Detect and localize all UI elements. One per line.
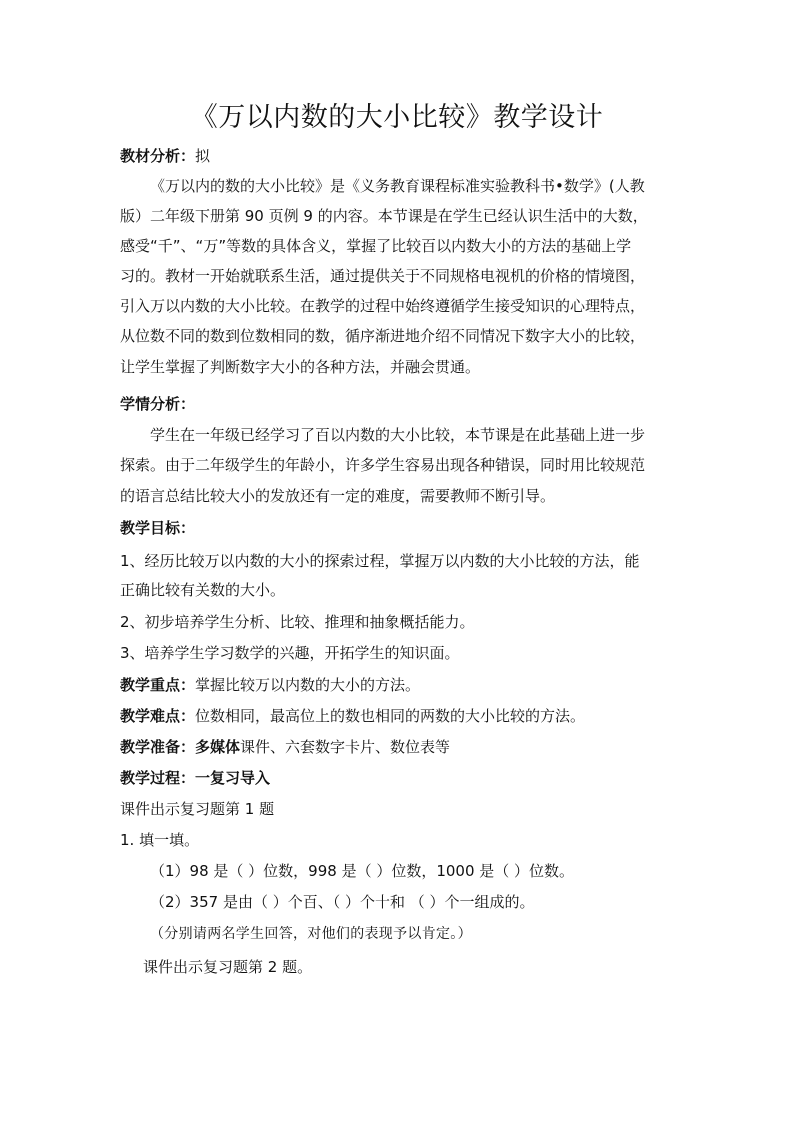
process-heading-line [120, 768, 680, 788]
students-heading: 学情分析： [120, 395, 196, 413]
process-line-2: 1. 填一填。 [120, 831, 200, 849]
analysis-heading: 教材分析： [120, 147, 196, 165]
analysis-line-7: 让学生掌握了判断数字大小的各种方法，并融会贯通。 [120, 358, 481, 376]
students-line-3: 的语言总结比较大小的发放还有一定的难度，需要教师不断引导。 [120, 487, 556, 505]
process-line-3: （1）98 是（ ）位数，998 是（ ）位数，1000 是（ ）位数。 [150, 862, 575, 880]
difficulty-text: 位数相同，最高位上的数也相同的两数的大小比较的方法。 [195, 707, 586, 725]
analysis-line-2: 版）二年级下册第 90 页例 9 的内容。本节课是在学生已经认识生活中的大数， [120, 207, 648, 225]
difficulty-line [120, 706, 680, 726]
process-line-1: 课件出示复习题第 1 题 [120, 800, 275, 818]
prep-text: 课件、六套数字卡片、数位表等 [240, 738, 451, 756]
key-point-heading: 教学重点： [120, 676, 196, 694]
process-line-4: （2）357 是由（ ）个百、（ ）个十和 （ ）个一组成的。 [150, 893, 535, 911]
analysis-line-1: 《万以内的数的大小比较》是《义务教育课程标准实验教科书•数学》(人教 [150, 177, 645, 195]
process-sub: 一复习导入 [195, 769, 271, 787]
goals-heading: 教学目标： [120, 519, 196, 537]
key-point-line [120, 675, 680, 695]
goals-line-2: 正确比较有关数的大小。 [120, 581, 286, 599]
goals-line-3: 2、初步培养学生分析、比较、推理和抽象概括能力。 [120, 613, 475, 631]
goals-line-4: 3、培养学生学习数学的兴趣，开拓学生的知识面。 [120, 644, 460, 662]
document-title: 《万以内数的大小比较》教学设计 [190, 102, 604, 133]
process-heading: 教学过程： [120, 769, 196, 787]
prep-line [120, 737, 680, 757]
prep-heading: 教学准备： [120, 738, 196, 756]
analysis-line-3: 感受“千”、“万”等数的具体含义，掌握了比较百以内数大小的方法的基础上学 [120, 237, 632, 255]
goals-line-1: 1、经历比较万以内数的大小的探索过程，掌握万以内数的大小比较的方法，能 [120, 552, 640, 570]
process-line-6: 课件出示复习题第 2 题。 [143, 958, 313, 976]
analysis-heading-line [120, 146, 680, 166]
students-line-1: 学生在一年级已经学习了百以内数的大小比较，本节课是在此基础上进一步 [150, 426, 646, 444]
analysis-suffix: 拟 [195, 147, 211, 165]
analysis-line-4: 习的。教材一开始就联系生活，通过提供关于不同规格电视机的价格的情境图， [120, 267, 646, 285]
key-point-text: 掌握比较万以内数的大小的方法。 [195, 676, 421, 694]
analysis-line-5: 引入万以内数的大小比较。在教学的过程中始终遵循学生接受知识的心理特点， [120, 297, 646, 315]
analysis-line-6: 从位数不同的数到位数相同的数，循序渐进地介绍不同情况下数字大小的比较， [120, 327, 646, 345]
prep-bold: 多媒体 [195, 738, 241, 756]
students-line-2: 探索。由于二年级学生的年龄小，许多学生容易出现各种错误，同时用比较规范 [120, 456, 646, 474]
process-note: （分别请两名学生回答，对他们的表现予以肯定。） [150, 926, 472, 942]
difficulty-heading: 教学难点： [120, 707, 196, 725]
